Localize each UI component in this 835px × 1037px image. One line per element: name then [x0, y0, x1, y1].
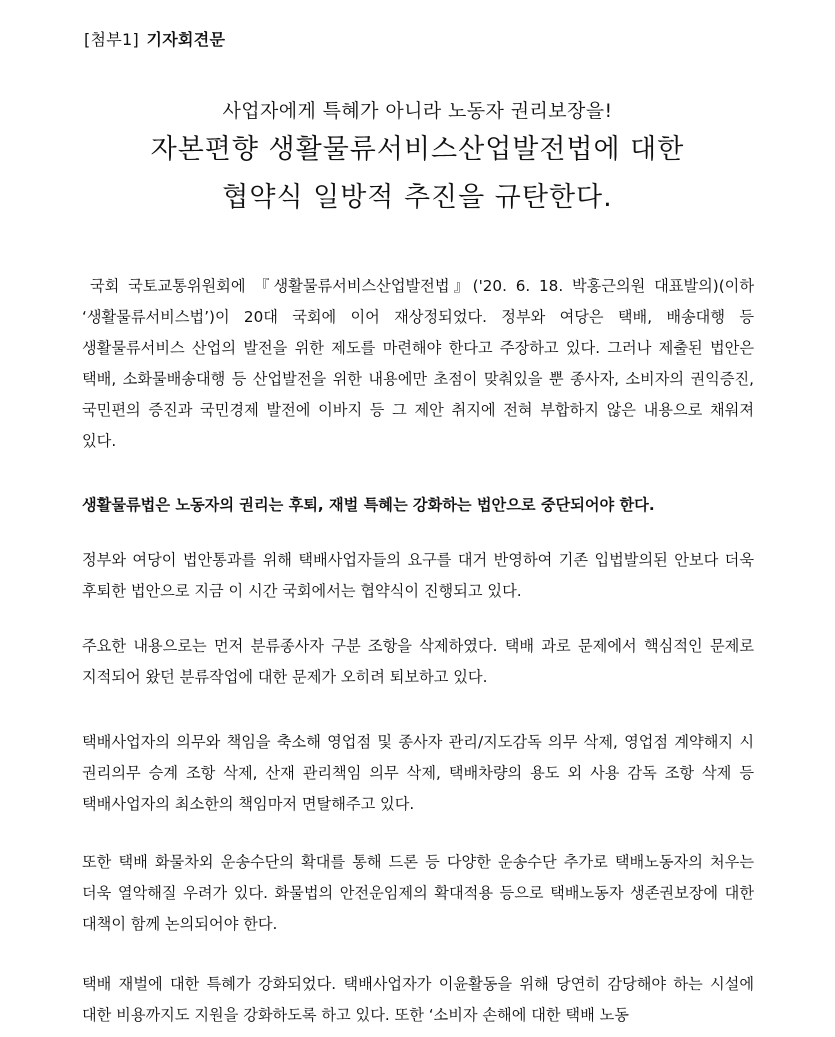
paragraph-intro: 국회 국토교통위원회에 『생활물류서비스산업발전법』('20. 6. 18. 박홍근의원 대표발의)(이하 ‘생활물류서비스법’)이 20대 국회에 이어 재상정되었다. 정부와 여당은 택배, 배송대행 등 생활물류서비스 산업의 발전을 위한 제도를 마련해야 한다고 주장하고 있다. 그러나 제출된 법안은 택배, 소화물배송대행 등 산업발전을 위한 내용에만 초점이 맞춰있을 뿐 종사자, 소비자의 권익증진, 국민편의 증진과 국민경제 발전에 이바지 등 그 제안 취지에 전혀 부합하지 않은 내용으로 채워져 있다.	[82, 277, 754, 450]
paragraph-agreement: 정부와 여당이 법안통과를 위해 택배사업자들의 요구를 대거 반영하여 기존 입법발의된 안보다 더욱 후퇴한 법안으로 지금 이 시간 국회에서는 협약식이 진행되고 있다.	[82, 551, 754, 600]
paragraph-transport: 또한 택배 화물차외 운송수단의 확대를 통해 드론 등 다양한 운송수단 추가로 택배노동자의 처우는 더욱 열악해질 우려가 있다. 화물법의 안전운임제의 확대적용 등으로 택배노동자 생존권보장에 대한 대책이 함께 논의되어야 한다.	[82, 853, 754, 933]
attachment-header	[84, 27, 225, 50]
paragraph-privileges: 택배 재벌에 대한 특혜가 강화되었다. 택배사업자가 이윤활동을 위해 당연히 감당해야 하는 시설에 대한 비용까지도 지원을 강화하도록 하고 있다. 또한 ‘소비자 손해에 대한 택배 노동	[82, 975, 754, 1024]
document-subtitle: 사업자에게 특혜가 아니라 노동자 권리보장을!	[222, 100, 613, 122]
document-title-line-1: 자본편향 생활물류서비스산업발전법에 대한	[150, 134, 685, 165]
document-title-line-2: 협약식 일방적 추진을 규탄한다.	[222, 182, 613, 213]
attachment-kind: 기자회견문	[146, 30, 226, 49]
paragraph-classification: 주요한 내용으로는 먼저 분류종사자 구분 조항을 삭제하였다. 택배 과로 문제에서 핵심적인 문제로 지적되어 왔던 분류작업에 대한 문제가 오히려 퇴보하고 있다.	[82, 637, 754, 686]
attachment-label: [첨부1]	[84, 30, 140, 49]
section-heading: 생활물류법은 노동자의 권리는 후퇴, 재벌 특혜는 강화하는 법안으로 중단되어야 한다.	[82, 496, 655, 514]
paragraph-obligations: 택배사업자의 의무와 책임을 축소해 영업점 및 종사자 관리/지도감독 의무 삭제, 영업점 계약해지 시 권리의무 승계 조항 삭제, 산재 관리책임 의무 삭제, 택배차량의 용도 외 사용 감독 조항 삭제 등 택배사업자의 최소한의 책임마저 면탈해주고 있다.	[82, 733, 754, 813]
